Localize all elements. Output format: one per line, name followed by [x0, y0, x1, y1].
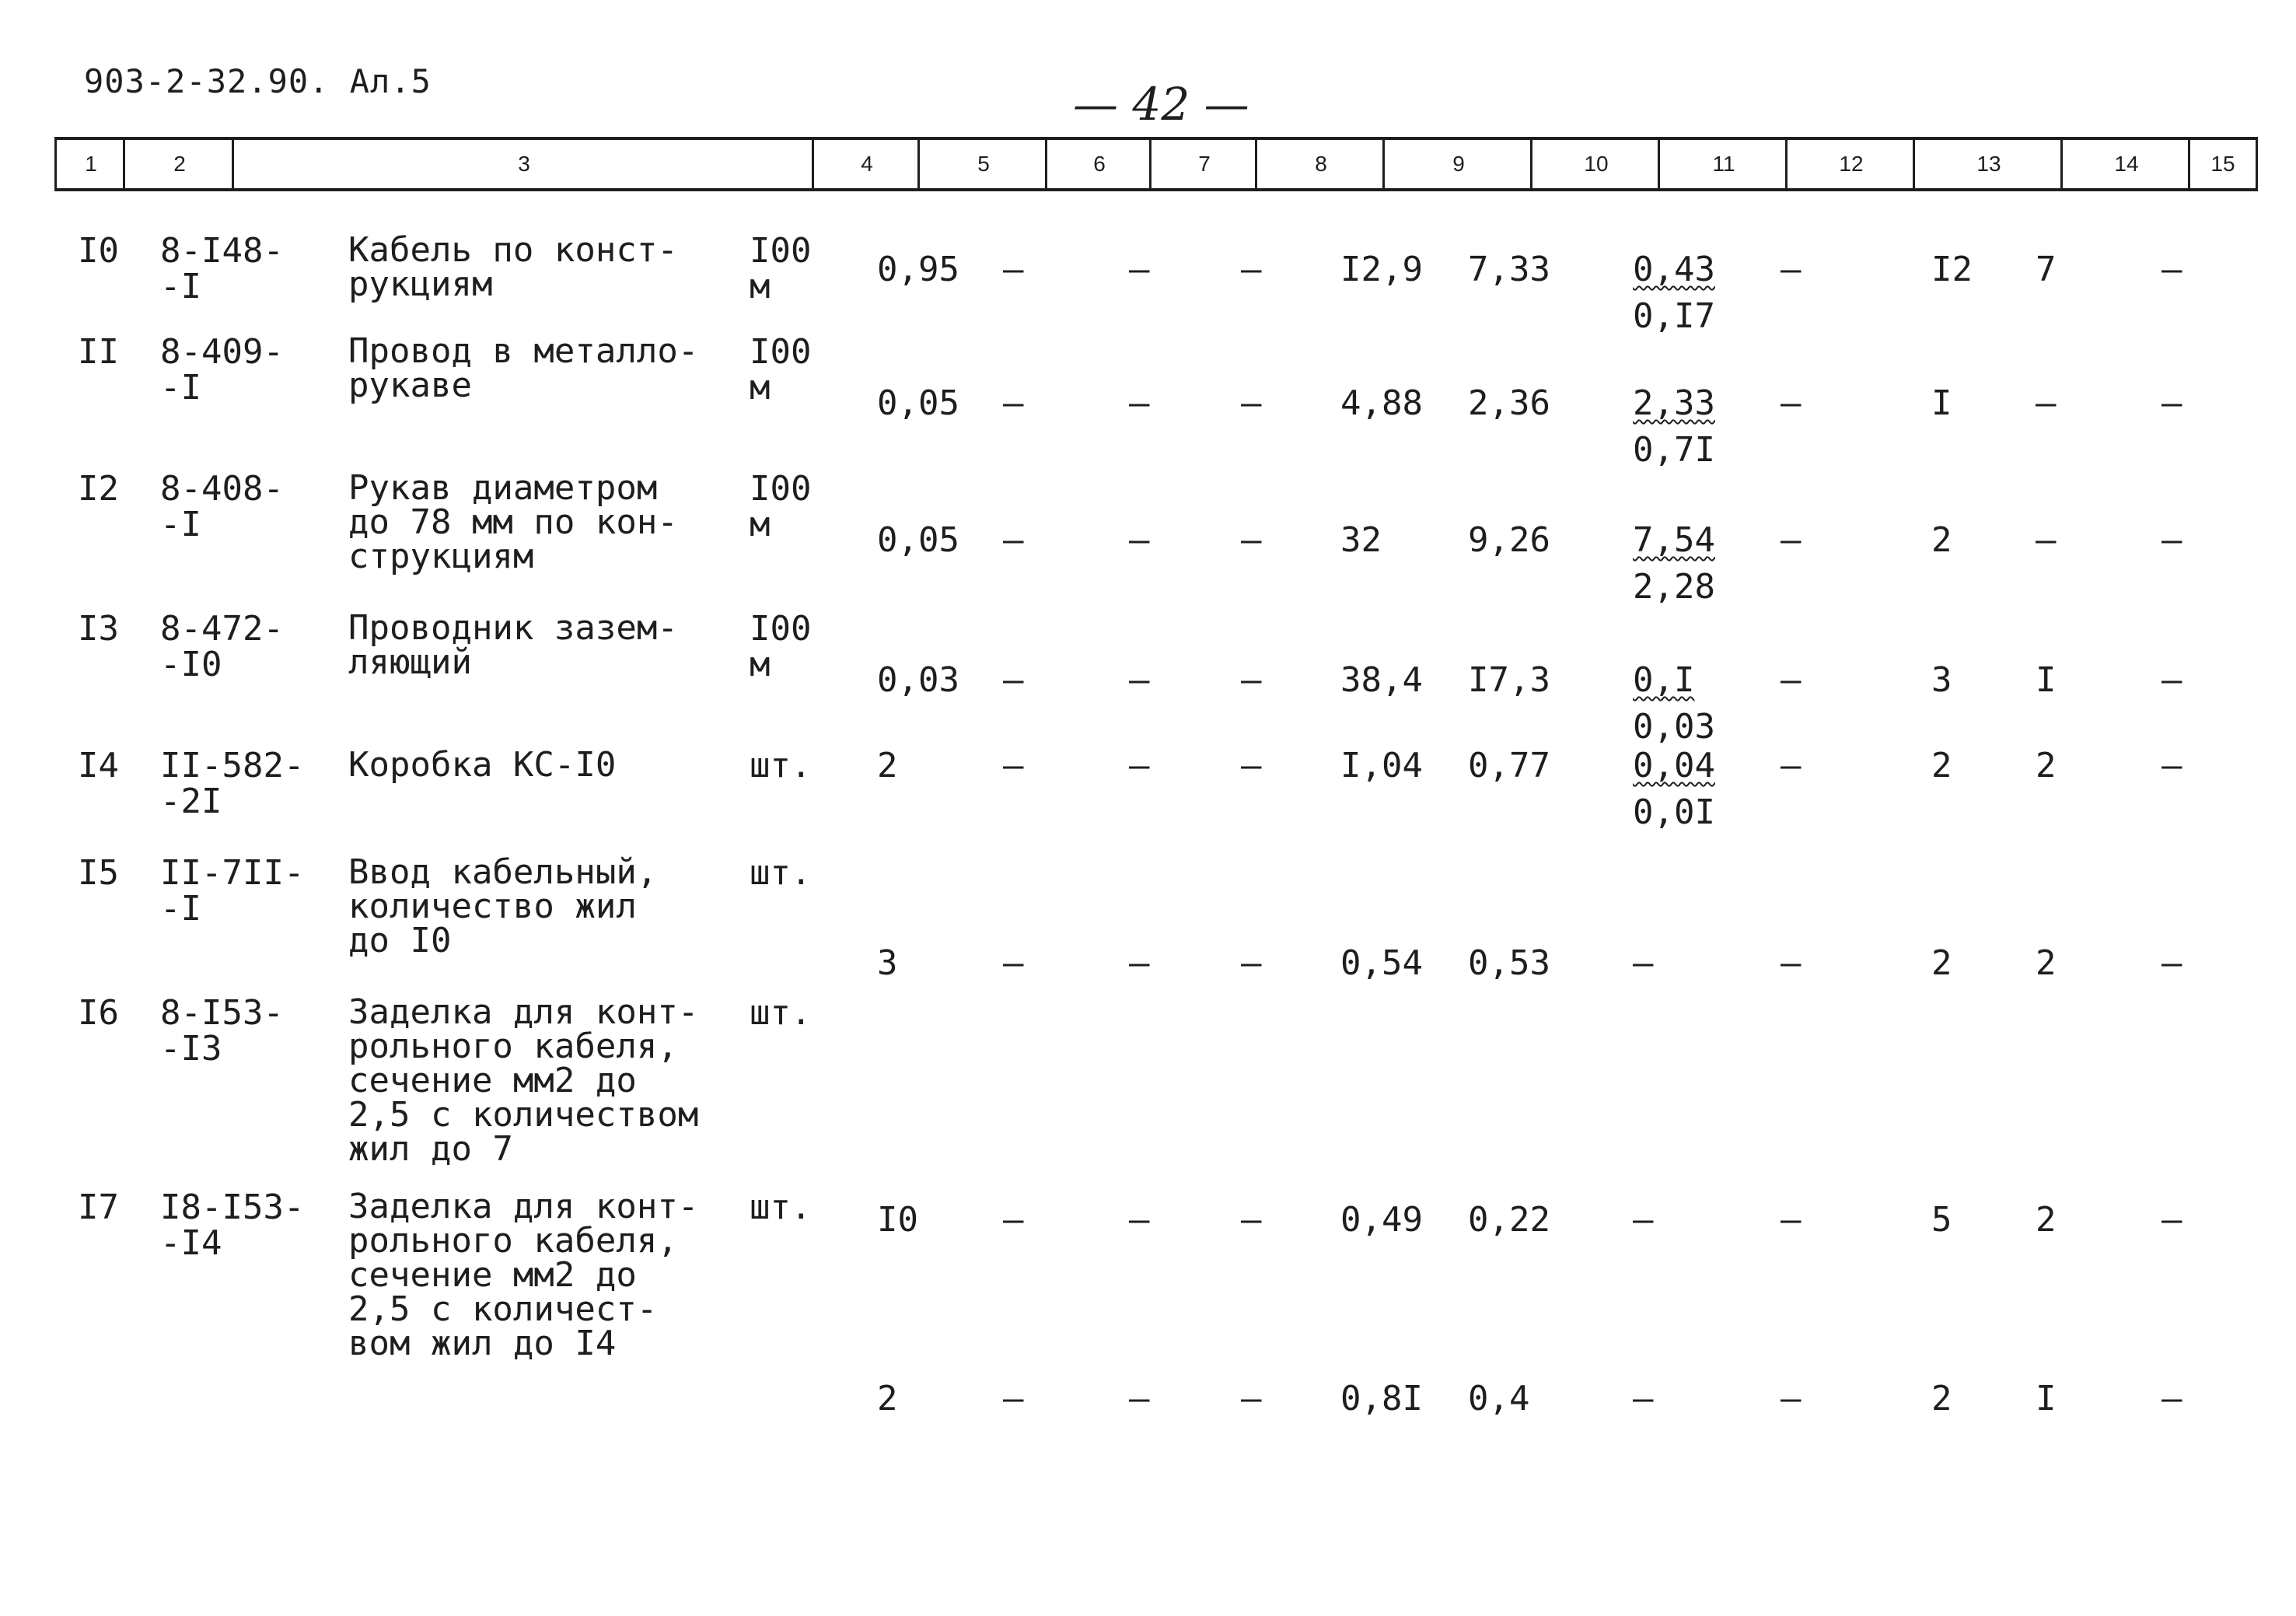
- row-number: I7: [78, 1188, 119, 1227]
- work-description: Проводник зазем- ляющий: [348, 608, 678, 682]
- unit: I00 м: [750, 609, 812, 684]
- value-c15: –: [2161, 1379, 2182, 1418]
- estimate-code: 8-I53- -I3: [160, 993, 284, 1069]
- estimate-code: 8-I48- -I: [160, 231, 284, 306]
- value-c9: I2,9: [1340, 250, 1423, 289]
- value-c11-top: 0,04: [1633, 746, 1715, 785]
- value-c6: –: [1003, 1379, 1024, 1418]
- value-c13: 5: [1931, 1200, 1952, 1240]
- value-c15: –: [2161, 520, 2182, 560]
- page-number: — 42 —: [1073, 78, 1249, 131]
- table-header: [54, 137, 2258, 191]
- value-c5: 0,95: [877, 250, 959, 289]
- work-description: Кабель по конст- рукциям: [348, 230, 678, 304]
- value-c13: 3: [1931, 660, 1952, 700]
- value-c7: –: [1129, 1379, 1150, 1418]
- value-c12: –: [1781, 1379, 1802, 1418]
- unit: I00 м: [750, 231, 812, 306]
- document-code: 903-2-32.90. Ал.5: [84, 62, 432, 100]
- value-c5: 3: [877, 943, 898, 983]
- value-c12: –: [1781, 943, 1802, 983]
- unit: I00 м: [750, 469, 812, 544]
- column-header: 8: [1255, 140, 1385, 188]
- value-c15: –: [2161, 943, 2182, 983]
- row-number: I6: [78, 993, 119, 1033]
- value-c10: 0,4: [1468, 1379, 1530, 1418]
- value-c11-bottom: 0,03: [1633, 707, 1715, 747]
- column-header: 15: [2188, 140, 2258, 188]
- value-c11-fraction: [1633, 252, 1715, 334]
- column-header: 5: [917, 140, 1047, 188]
- work-description: Коробка КС-I0: [348, 745, 617, 785]
- value-c13: 2: [1931, 943, 1952, 983]
- value-c8: –: [1241, 250, 1262, 289]
- value-c9: 38,4: [1340, 660, 1423, 700]
- estimate-code: I8-I53- -I4: [160, 1188, 305, 1263]
- value-c11-bottom: 0,I7: [1633, 296, 1715, 336]
- unit: шт.: [750, 1188, 812, 1227]
- value-c5: 2: [877, 1379, 898, 1418]
- value-c9: I,04: [1340, 746, 1423, 785]
- row-number: I3: [78, 609, 119, 649]
- value-c6: –: [1003, 746, 1024, 785]
- value-c10: 9,26: [1468, 520, 1550, 560]
- unit: шт.: [750, 993, 812, 1033]
- value-c13: 2: [1931, 1379, 1952, 1418]
- value-c8: –: [1241, 520, 1262, 560]
- value-c5: 0,03: [877, 660, 959, 700]
- value-c10: 2,36: [1468, 383, 1550, 423]
- value-c11-fraction: [1633, 660, 1715, 747]
- work-description: Заделка для конт- рольного кабеля, сечение мм2 до 2,5 с количеством жил до 7: [348, 992, 699, 1169]
- value-c15: –: [2161, 250, 2182, 289]
- value-c7: –: [1129, 250, 1150, 289]
- value-c7: –: [1129, 943, 1150, 983]
- value-c15: –: [2161, 746, 2182, 785]
- value-c13: 2: [1931, 520, 1952, 560]
- work-description: Заделка для конт- рольного кабеля, сечение мм2 до 2,5 с количест- вом жил до I4: [348, 1187, 699, 1363]
- value-c14: 7: [2036, 250, 2057, 289]
- row-number: I5: [78, 853, 119, 893]
- value-c9: 32: [1340, 520, 1382, 560]
- value-c14: –: [2036, 520, 2057, 560]
- value-c11-fraction: [1633, 520, 1715, 607]
- value-c5: 2: [877, 746, 898, 785]
- value-c15: –: [2161, 660, 2182, 700]
- value-c13: I: [1931, 383, 1952, 423]
- value-c8: –: [1241, 1379, 1262, 1418]
- value-c11: –: [1633, 1379, 1654, 1418]
- value-c9: 4,88: [1340, 383, 1423, 423]
- row-number: II: [78, 332, 119, 372]
- value-c12: –: [1781, 746, 1802, 785]
- value-c5: I0: [877, 1200, 918, 1240]
- value-c6: –: [1003, 520, 1024, 560]
- value-c8: –: [1241, 746, 1262, 785]
- estimate-code: II-582- -2I: [160, 746, 305, 821]
- value-c9: 0,8I: [1340, 1379, 1423, 1418]
- value-c10: 7,33: [1468, 250, 1550, 289]
- value-c10: 0,53: [1468, 943, 1550, 983]
- value-c7: –: [1129, 383, 1150, 423]
- value-c15: –: [2161, 383, 2182, 423]
- value-c5: 0,05: [877, 383, 959, 423]
- value-c7: –: [1129, 520, 1150, 560]
- estimate-code: 8-472- -I0: [160, 609, 284, 684]
- value-c12: –: [1781, 1200, 1802, 1240]
- unit: I00 м: [750, 332, 812, 407]
- value-c13: 2: [1931, 746, 1952, 785]
- value-c14: 2: [2036, 746, 2057, 785]
- value-c11-top: 0,43: [1633, 250, 1715, 289]
- column-header: 9: [1382, 140, 1532, 188]
- value-c10: 0,22: [1468, 1200, 1550, 1240]
- value-c8: –: [1241, 383, 1262, 423]
- value-c11: –: [1633, 1200, 1654, 1240]
- value-c12: –: [1781, 383, 1802, 423]
- unit: шт.: [750, 746, 812, 785]
- value-c14: –: [2036, 383, 2057, 423]
- value-c9: 0,54: [1340, 943, 1423, 983]
- value-c10: 0,77: [1468, 746, 1550, 785]
- value-c12: –: [1781, 520, 1802, 560]
- work-description: Провод в металло- рукаве: [348, 331, 699, 405]
- estimate-code: 8-408- -I: [160, 469, 284, 544]
- column-header: 6: [1045, 140, 1151, 188]
- value-c6: –: [1003, 660, 1024, 700]
- value-c6: –: [1003, 383, 1024, 423]
- value-c11-bottom: 2,28: [1633, 567, 1715, 607]
- value-c8: –: [1241, 943, 1262, 983]
- unit: шт.: [750, 853, 812, 893]
- value-c6: –: [1003, 943, 1024, 983]
- value-c14: I: [2036, 660, 2057, 700]
- column-header: 7: [1149, 140, 1257, 188]
- column-header: 13: [1913, 140, 2063, 188]
- value-c10: I7,3: [1468, 660, 1550, 700]
- value-c15: –: [2161, 1200, 2182, 1240]
- value-c12: –: [1781, 250, 1802, 289]
- column-header: 10: [1530, 140, 1660, 188]
- value-c11-bottom: 0,7I: [1633, 430, 1715, 470]
- estimate-code: II-7II- -I: [160, 853, 305, 929]
- value-c8: –: [1241, 1200, 1262, 1240]
- column-header: 1: [54, 140, 125, 188]
- value-c7: –: [1129, 660, 1150, 700]
- column-header: 11: [1658, 140, 1788, 188]
- column-header: 4: [812, 140, 920, 188]
- value-c8: –: [1241, 660, 1262, 700]
- value-c11-bottom: 0,0I: [1633, 792, 1715, 832]
- row-number: I4: [78, 746, 119, 785]
- column-header: 3: [232, 140, 814, 188]
- value-c14: 2: [2036, 943, 2057, 983]
- value-c7: –: [1129, 746, 1150, 785]
- work-description: Рукав диаметром до 78 мм по кон- струкциям: [348, 468, 678, 576]
- value-c14: 2: [2036, 1200, 2057, 1240]
- value-c6: –: [1003, 250, 1024, 289]
- value-c11-top: 2,33: [1633, 383, 1715, 423]
- estimate-code: 8-409- -I: [160, 332, 284, 407]
- value-c7: –: [1129, 1200, 1150, 1240]
- value-c11-top: 7,54: [1633, 520, 1715, 560]
- column-header: 12: [1785, 140, 1915, 188]
- value-c11-fraction: [1633, 748, 1715, 831]
- column-header: 2: [123, 140, 234, 188]
- value-c13: I2: [1931, 250, 1973, 289]
- work-description: Ввод кабельный, количество жил до I0: [348, 852, 658, 960]
- row-number: I2: [78, 469, 119, 509]
- value-c12: –: [1781, 660, 1802, 700]
- value-c5: 0,05: [877, 520, 959, 560]
- value-c11-top: 0,I: [1633, 660, 1695, 700]
- value-c6: –: [1003, 1200, 1024, 1240]
- value-c11: –: [1633, 943, 1654, 983]
- row-number: I0: [78, 231, 119, 271]
- value-c14: I: [2036, 1379, 2057, 1418]
- column-header: 14: [2060, 140, 2190, 188]
- value-c9: 0,49: [1340, 1200, 1423, 1240]
- value-c11-fraction: [1633, 383, 1715, 470]
